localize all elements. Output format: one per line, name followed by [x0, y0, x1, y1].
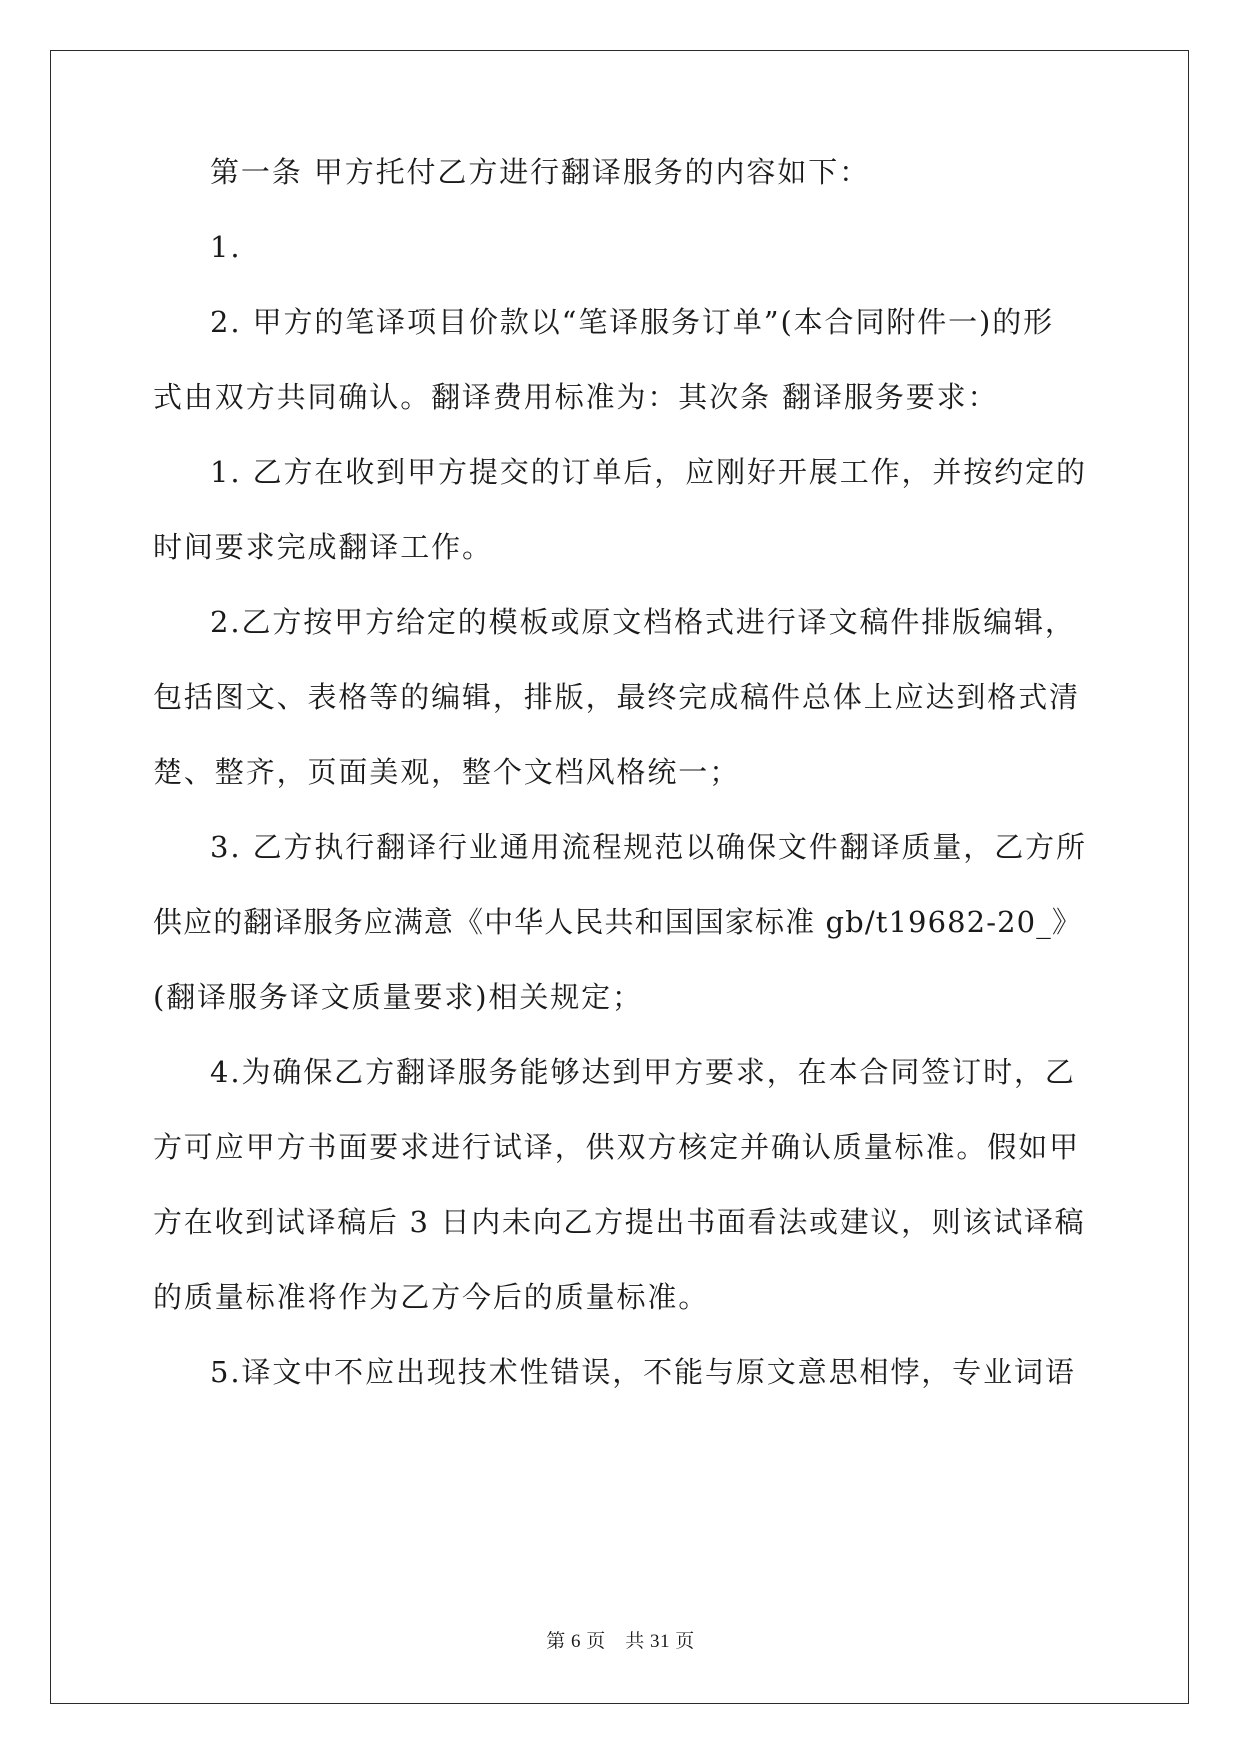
paragraph-line: 3. 乙方执行翻译行业通用流程规范以确保文件翻译质量，乙方所 — [210, 830, 1087, 864]
paragraph-line: 2.乙方按甲方给定的模板或原文档格式进行译文稿件排版编辑， — [210, 605, 1076, 639]
paragraph-line: 4.为确保乙方翻译服务能够达到甲方要求，在本合同签订时，乙 — [210, 1055, 1076, 1089]
paragraph-line: 包括图文、表格等的编辑，排版，最终完成稿件总体上应达到格式清 — [153, 680, 1081, 714]
page-number-label: 第 6 页 共 31 页 — [546, 1631, 695, 1652]
paragraph-line: 2. 甲方的笔译项目价款以“笔译服务订单”(本合同附件一)的形 — [210, 305, 1055, 339]
paragraph-line: 方在收到试译稿后 3 日内未向乙方提出书面看法或建议，则该试译稿 — [153, 1205, 1086, 1239]
page-footer — [0, 1626, 1241, 1653]
paragraph-line: 楚、整齐，页面美观，整个文档风格统一； — [153, 755, 741, 789]
paragraph-line: 方可应甲方书面要求进行试译，供双方核定并确认质量标准。假如甲 — [153, 1130, 1081, 1164]
paragraph-line: 供应的翻译服务应满意《中华人民共和国国家标准 gb/t19682-20_》 — [153, 905, 1082, 939]
paragraph-line: 1. 乙方在收到甲方提交的订单后，应刚好开展工作，并按约定的 — [210, 455, 1087, 489]
paragraph-line: (翻译服务译文质量要求)相关规定； — [153, 980, 643, 1014]
paragraph-line: 1. — [210, 230, 242, 264]
paragraph-line: 第一条 甲方托付乙方进行翻译服务的内容如下： — [210, 155, 871, 189]
paragraph-line: 式由双方共同确认。翻译费用标准为：其次条 翻译服务要求： — [153, 380, 999, 414]
paragraph-line: 的质量标准将作为乙方今后的质量标准。 — [153, 1280, 710, 1314]
paragraph-line: 时间要求完成翻译工作。 — [153, 530, 493, 564]
paragraph-line: 5.译文中不应出现技术性错误，不能与原文意思相悖，专业词语 — [210, 1355, 1076, 1389]
page-border — [50, 50, 1189, 1704]
